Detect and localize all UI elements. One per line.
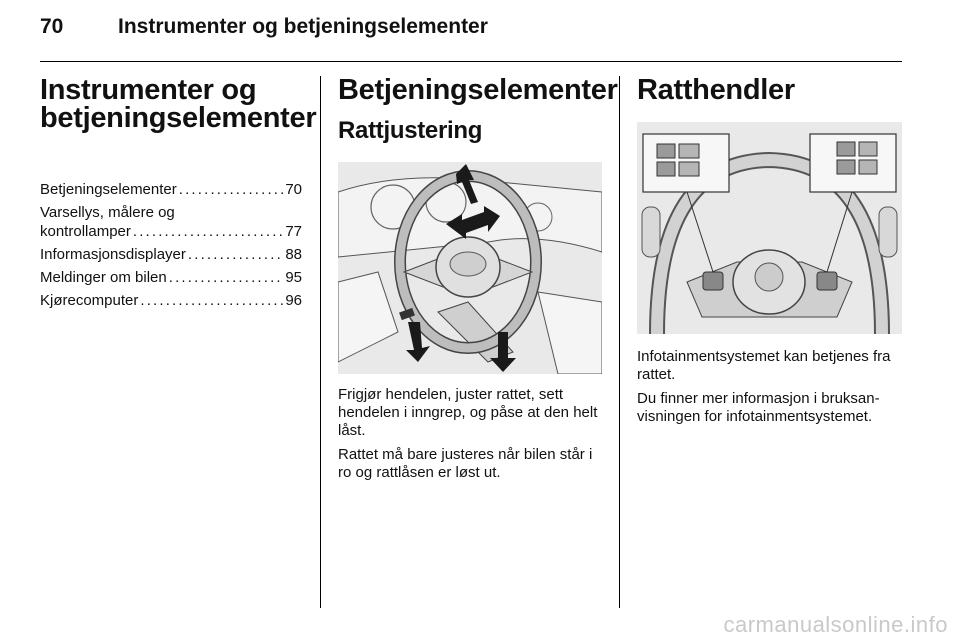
- warning-paragraph: Rattet må bare justeres når bilen står i ro og rattlåsen er løst ut.: [338, 446, 593, 481]
- chapter-heading: [40, 74, 317, 134]
- toc-leader: [188, 245, 283, 264]
- column-divider-1: [320, 76, 321, 608]
- toc-entry[interactable]: [40, 291, 302, 310]
- toc-page-number: 95: [285, 269, 302, 286]
- info-paragraph: Infotainmentsystemet kan betjenes fra rattet.: [637, 348, 891, 383]
- toc-entry-title: Meldinger om bilen: [40, 269, 167, 286]
- toc-entry-title: Varsellys, målere og: [40, 204, 175, 221]
- column-divider-2: [619, 76, 620, 608]
- header-rule: [40, 61, 902, 62]
- watermark-text: carmanualsonline.info: [723, 612, 948, 637]
- subsection-heading: Rattjustering: [338, 117, 483, 144]
- toc-leader: [179, 180, 284, 199]
- toc-entry[interactable]: [40, 203, 302, 241]
- toc-entry-title-cont: kontrollamper: [40, 223, 131, 240]
- table-of-contents: [40, 180, 302, 310]
- steering-controls-column: [637, 76, 902, 432]
- toc-entry-title: Kjørecomputer: [40, 292, 139, 309]
- toc-page-number: 70: [285, 181, 302, 198]
- toc-entry-title: Betjeningselementer: [40, 181, 177, 198]
- page-number: 70: [40, 15, 64, 38]
- toc-leader: [140, 291, 283, 310]
- section-heading: Ratthendler: [637, 74, 795, 106]
- toc-leader: [169, 268, 284, 287]
- toc-entry[interactable]: [40, 180, 302, 199]
- instruction-paragraph: Frigjør hendelen, juster rattet, sett hendelen i inngrep, og påse at den helt låst.: [338, 386, 598, 439]
- section-heading: Betjeningselementer: [338, 74, 618, 106]
- chapter-intro-column: [40, 74, 317, 314]
- chapter-heading-line-2: betjeningselementer: [40, 102, 317, 134]
- running-title: Instrumenter og betjeningselementer: [118, 15, 488, 38]
- reference-paragraph: Du finner mer informasjon i bruksanvisningen for infotainmentsystemet.: [637, 390, 880, 425]
- toc-page-number: 96: [285, 292, 302, 309]
- toc-page-number: 77: [285, 223, 302, 240]
- toc-entry[interactable]: [40, 268, 302, 287]
- steering-wheel-controls-illustration: [637, 122, 902, 334]
- steering-adjustment-column: [338, 74, 618, 488]
- toc-leader: [133, 222, 283, 241]
- chapter-heading-line-1: Instrumenter og: [40, 74, 257, 106]
- toc-page-number: 88: [285, 246, 302, 263]
- toc-entry-title: Informasjonsdisplayer: [40, 246, 186, 263]
- toc-entry[interactable]: [40, 245, 302, 264]
- steering-wheel-illustration: [338, 162, 602, 374]
